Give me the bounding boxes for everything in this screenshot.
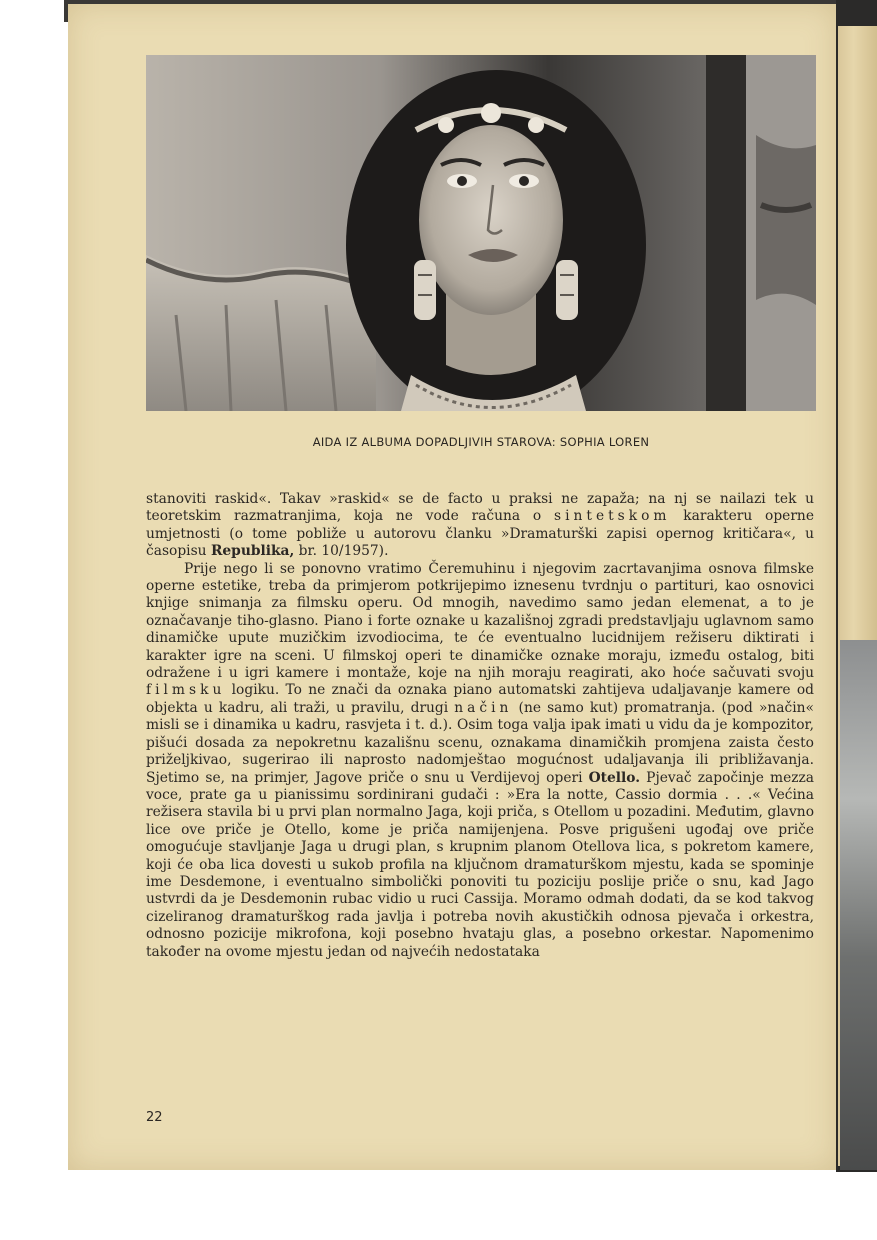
- portrait-illustration: [146, 55, 816, 411]
- spaced-emphasis: filmsku: [146, 682, 226, 699]
- opera-title: Otello.: [588, 769, 641, 786]
- paragraph: [146, 561, 814, 961]
- text-run: logiku. To ne znači da oznaka piano automatski zahtijeva udaljavanje kamere od objekta u kadru, ali traži, u pravilu, drugi: [146, 682, 814, 716]
- text-run: karakteru operne umjetnosti (o tome pobliže u autorovu članku »Dramaturški zapisi opernog kritičara«, u časopisu: [146, 508, 814, 560]
- text-run: (ne samo kut) promatranja. (pod »način« misli se i dinamika u kadru, rasvjeta i t. d.). Osim toga valja ipak imati u vidu da je kompozitor, pišući dosada za nepokretnu kazališnu scenu, oznakama dinamičkih promjena zaista često priželjkivao, sugerirao ili naprosto nadomještao mogućnost udaljavanja ili približavanja. Sjetimo se, na primjer, Jagove priče o snu u Verdijevoj operi: [146, 699, 815, 786]
- spaced-emphasis: način: [454, 699, 513, 716]
- adjacent-page-photo: [840, 640, 877, 1170]
- text-run: stanoviti raskid«. Takav »raskid« se de facto u praksi ne zapaža; na nj se nailazi tek u teoretskim razmatranjima, koja ne vode računa o: [146, 491, 814, 525]
- paragraph: [146, 491, 814, 561]
- text-run: Pjevač započinje mezza voce, prate ga u pianissimu sordinirani gudači : »Era la notte, Cassio dormia . . .« Većina režisera stavila bi u prvi plan normalno Jaga, koji priča, s Otellom u pozadini. Međutim, glavno lice ove priče je Otello, kome je priča namijenjena. Posve prigušeni ugođaj ove priče omogućuje stavljanje Jaga u drugi plan, s krupnim planom Otellova lica, s pokretom kamere, koji će oba lica dovesti u sukob profila na ključnom dramaturškom mjestu, kada se spominje ime Desdemone, i eventualno simbolički ponoviti tu poziciju poslije priče o snu, kad Jago ustvrdi da je Desdemonin rubac vidio u ruci Cassija. Moramo odmah dodati, da se kod takvog cizeliranog dramaturškog rada javlja i potreba novih akustičkih odnosa pjevača i orkestra, odnosno pozicije mikrofona, koji posebno hvataju glas, a posebno orkestar. Napomenimo također na ovome mjestu jedan od najvećih nedostataka: [146, 769, 814, 960]
- page-number: 22: [146, 1110, 163, 1125]
- spaced-emphasis: sintetskom: [554, 508, 671, 525]
- text-run: Prije nego li se ponovno vratimo Čeremuhinu i njegovim zacrtavanjima osnova filmske operne estetike, treba da primjerom potkrijepimo iznesenu tvrdnju o partituri, kao osnovici knjige snimanja za filmsku operu. Od mnogih, navedimo samo jedan elemenat, a to je označavanje tiho-glasno. Piano i forte oznake u kazališnoj zgradi predstavljaju uglavnom samo dinamičke upute muzičkim izvodiocima, te će eventualno lucidnijem režiseru diktirati i karakter igre na sceni. U filmskoj operi te dinamičke oznake moraju, između ostalog, biti odražene i u igri kamere i montaže, koje na njih moraju reagirati, ako hoće sačuvati svoju: [146, 560, 814, 682]
- journal-name: Republika,: [210, 543, 295, 560]
- text-run: br. 10/1957).: [294, 543, 389, 560]
- photo-caption: AIDA IZ ALBUMA DOPADLJIVIH STAROVA: SOPHIA LOREN: [312, 435, 650, 449]
- portrait-photo: [146, 55, 816, 411]
- article-body: [146, 491, 814, 961]
